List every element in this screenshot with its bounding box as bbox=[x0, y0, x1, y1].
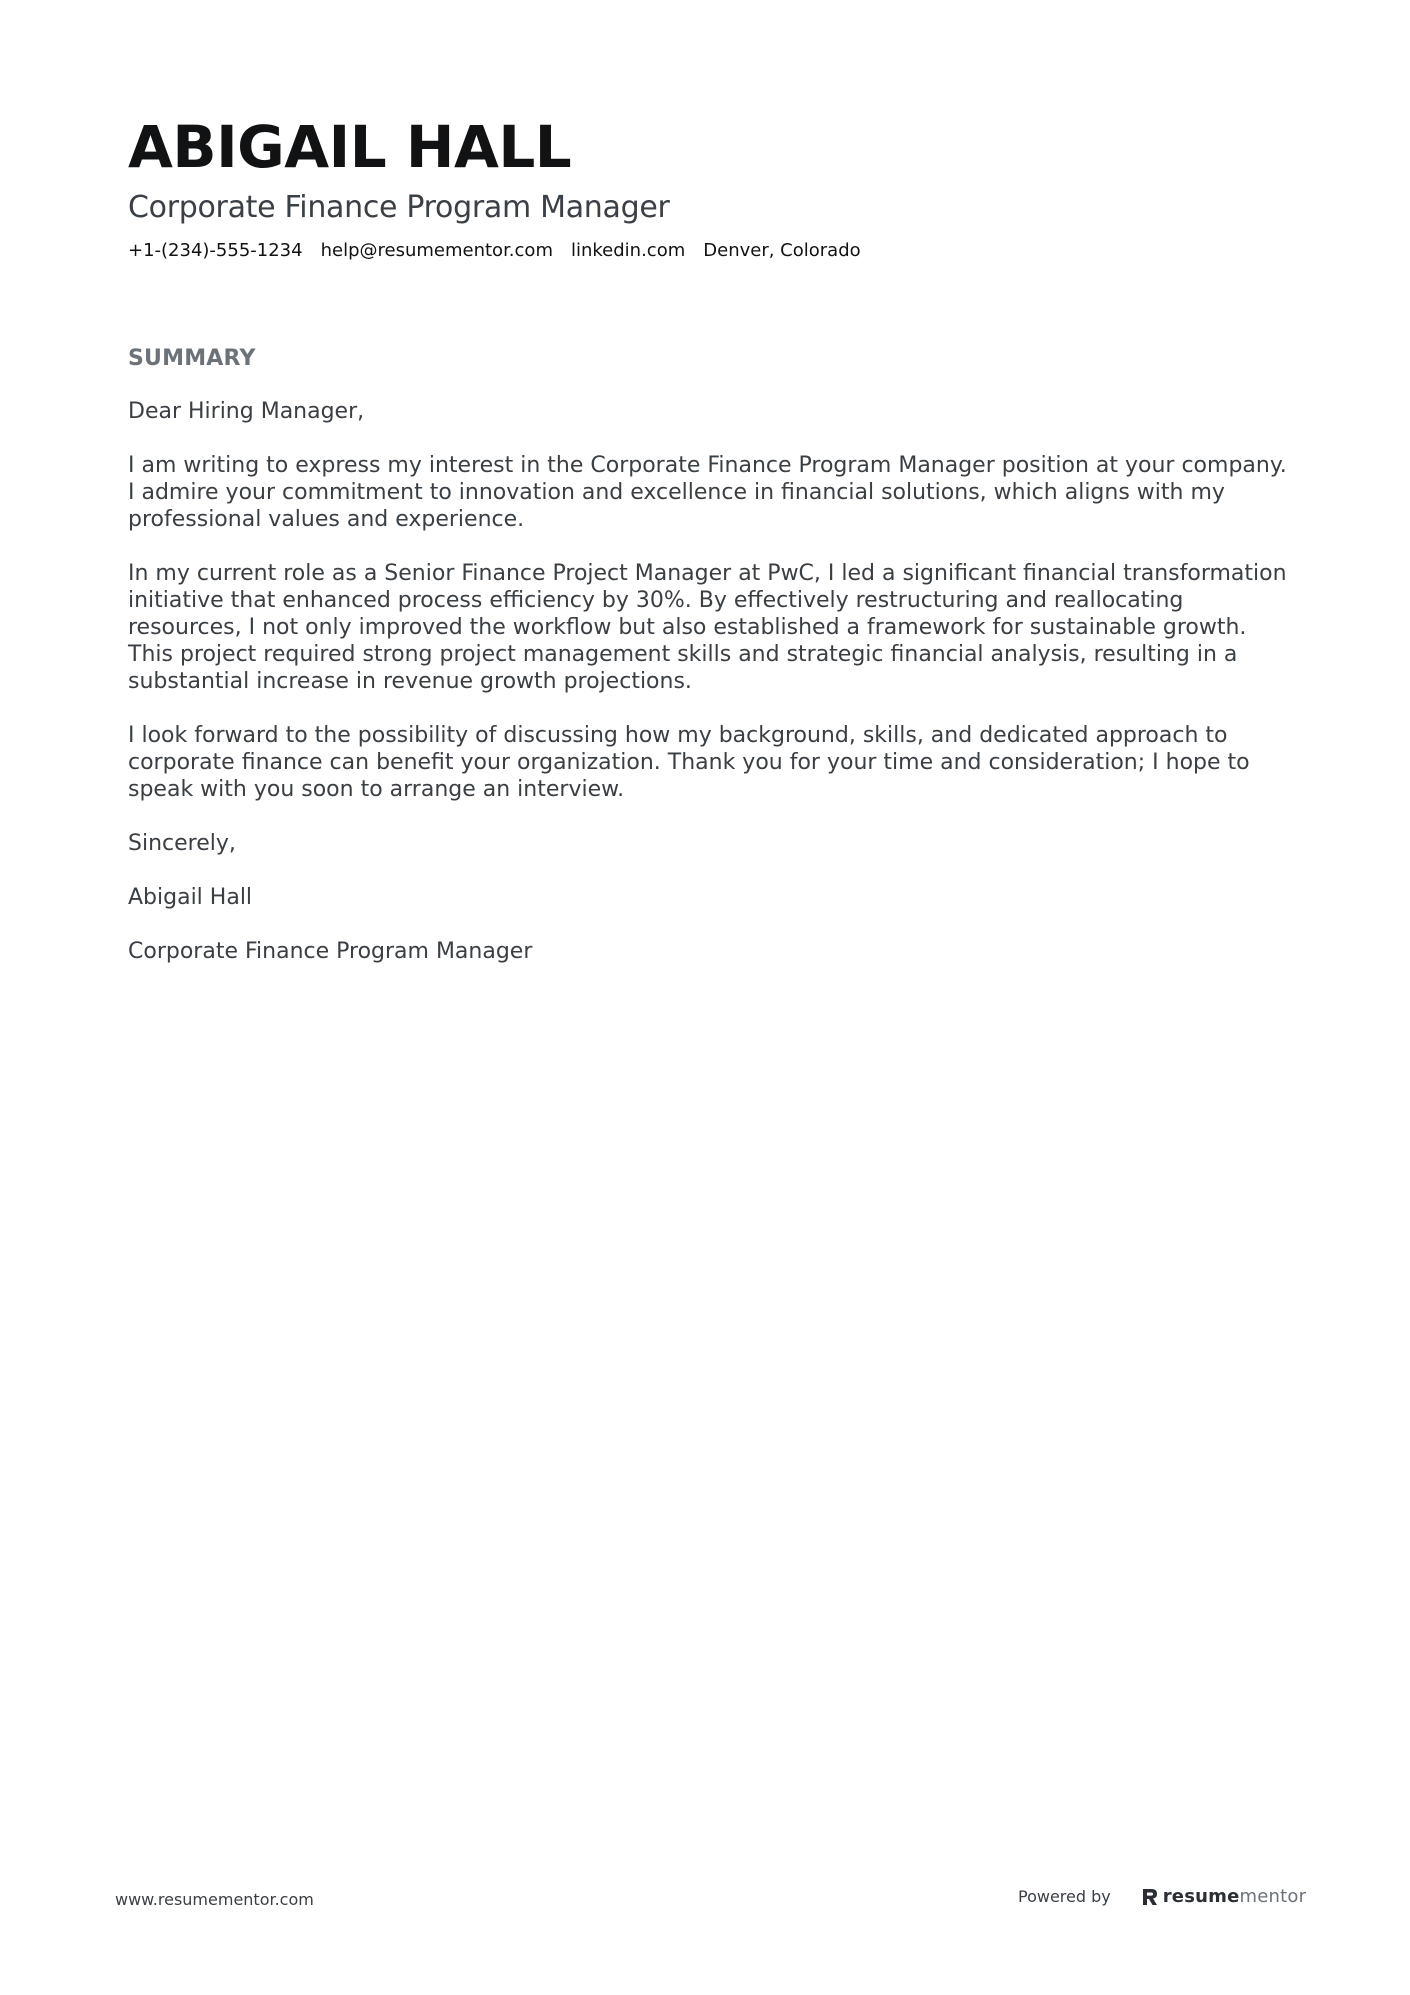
brand-text-resume: resume bbox=[1162, 1886, 1240, 1907]
contact-info bbox=[128, 238, 1288, 264]
greeting: Dear Hiring Manager, bbox=[128, 399, 365, 424]
email-link[interactable]: help@resumementor.com bbox=[320, 240, 553, 261]
letter-body bbox=[128, 398, 1288, 992]
signature-name: Abigail Hall bbox=[128, 885, 253, 910]
location: Denver, Colorado bbox=[703, 240, 861, 261]
powered-by bbox=[1018, 1886, 1306, 1907]
brand-logo[interactable] bbox=[1141, 1886, 1306, 1907]
candidate-name: ABIGAIL HALL bbox=[128, 113, 572, 181]
footer-website-link[interactable]: www.resumementor.com bbox=[115, 1890, 314, 1909]
powered-by-label: Powered by bbox=[1018, 1887, 1111, 1906]
paragraph-closing: I look forward to the possibility of discussing how my background, skills, and dedicated approach to corporate finance can benefit your organization. Thank you for your time and consideration; I hope to speak with you soon to arrange an interview. bbox=[128, 723, 1250, 802]
header bbox=[128, 112, 1288, 264]
signature-title: Corporate Finance Program Manager bbox=[128, 939, 533, 964]
linkedin-link[interactable]: linkedin.com bbox=[570, 240, 686, 261]
paragraph-intro: I am writing to express my interest in the Corporate Finance Program Manager position at your company. I admire your commitment to innovation and excellence in financial solutions, which aligns with my professional values and experience. bbox=[128, 453, 1287, 532]
brand-text-mentor: mentor bbox=[1239, 1886, 1307, 1907]
resumementor-logo-icon bbox=[1141, 1887, 1159, 1907]
section-title-summary: SUMMARY bbox=[128, 346, 256, 371]
paragraph-experience: In my current role as a Senior Finance Project Manager at PwC, I led a significant financial transformation initiative that enhanced process efficiency by 30%. By effectively restructuring and reallocating resources, I not only improved the workflow but also established a framework for sustainable growth. This project required strong project management skills and strategic financial analysis, resulting in a substantial increase in revenue growth projections. bbox=[128, 561, 1287, 694]
closing: Sincerely, bbox=[128, 831, 236, 856]
phone-number: +1-(234)-555-1234 bbox=[128, 240, 303, 261]
candidate-role: Corporate Finance Program Manager bbox=[128, 190, 670, 225]
